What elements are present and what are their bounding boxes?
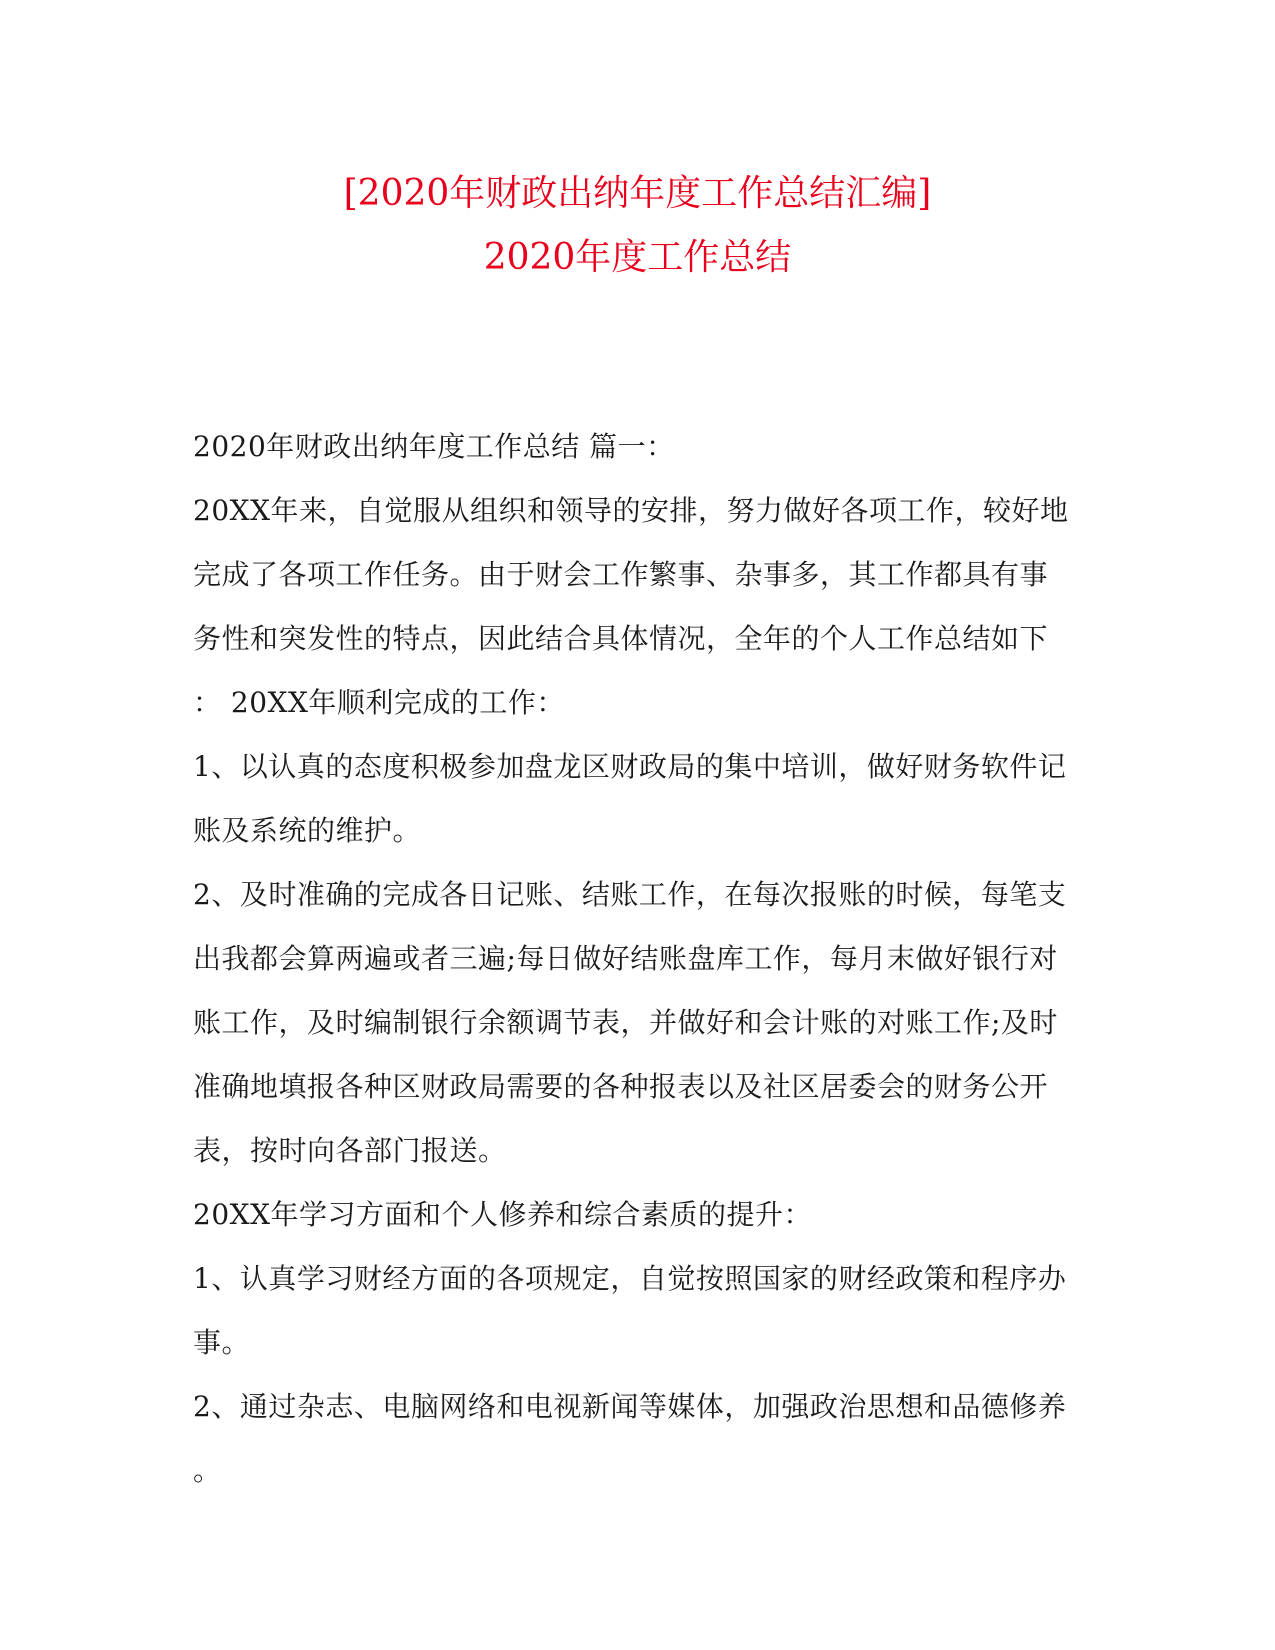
paragraph-line: ： 20XX年顺利完成的工作：	[193, 686, 565, 719]
paragraph-line: 20XX年学习方面和个人修养和综合素质的提升：	[193, 1198, 812, 1231]
document-subtitle: 2020年度工作总结	[483, 237, 792, 278]
paragraph-line: 。	[193, 1454, 222, 1487]
document-title: [2020年财政出纳年度工作总结汇编]	[343, 173, 932, 214]
paragraph-line: 账及系统的维护。	[193, 814, 422, 847]
paragraph-line: 出我都会算两遍或者三遍;每日做好结账盘库工作，每月末做好银行对	[193, 942, 1058, 975]
paragraph-line: 表，按时向各部门报送。	[193, 1134, 507, 1167]
paragraph-line: 账工作，及时编制银行余额调节表，并做好和会计账的对账工作;及时	[193, 1006, 1058, 1039]
paragraph-line: 完成了各项工作任务。由于财会工作繁事、杂事多，其工作都具有事	[193, 558, 1049, 591]
paragraph-line: 1、以认真的态度积极参加盘龙区财政局的集中培训，做好财务软件记	[193, 750, 1067, 783]
document-body	[193, 415, 1083, 1503]
paragraph-line: 2、及时准确的完成各日记账、结账工作，在每次报账的时候，每笔支	[193, 878, 1067, 911]
paragraph-line: 准确地填报各种区财政局需要的各种报表以及社区居委会的财务公开	[193, 1070, 1049, 1103]
paragraph-line: 1、认真学习财经方面的各项规定，自觉按照国家的财经政策和程序办	[193, 1262, 1067, 1295]
paragraph-line: 务性和突发性的特点，因此结合具体情况，全年的个人工作总结如下	[193, 622, 1049, 655]
paragraph-line: 事。	[193, 1326, 251, 1359]
paragraph-line: 2、通过杂志、电脑网络和电视新闻等媒体，加强政治思想和品德修养	[193, 1390, 1067, 1423]
paragraph-line: 20XX年来，自觉服从组织和领导的安排，努力做好各项工作，较好地	[193, 494, 1069, 527]
paragraph-line: 2020年财政出纳年度工作总结 篇一：	[193, 430, 675, 463]
